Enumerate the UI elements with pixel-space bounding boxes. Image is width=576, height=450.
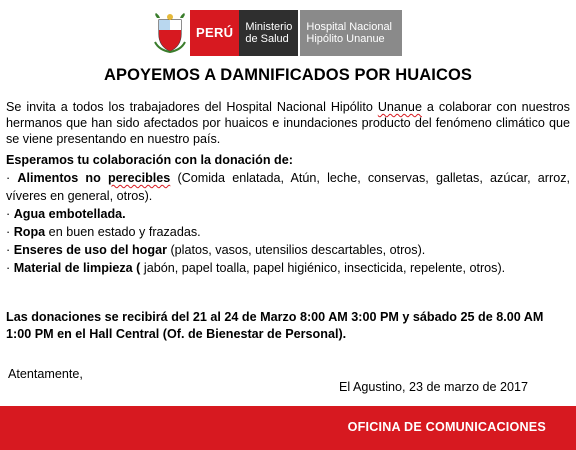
list-item-bold: Material de limpieza (	[13, 261, 141, 275]
hospital-label	[300, 10, 402, 56]
donation-list	[6, 151, 570, 277]
list-item-bold: Ropa	[13, 225, 46, 239]
footer-office-label: OFICINA DE COMUNICACIONES	[347, 420, 546, 434]
list-item-bold: Agua embotellada.	[13, 207, 126, 221]
closing-salutation: Atentamente,	[8, 367, 83, 381]
hospital-line-1: Hospital Nacional	[306, 21, 393, 33]
intro-flagged-word: Unanue	[377, 100, 422, 114]
intro-text-before: Se invita a todos los trabajadores del Hospital Nacional Hipólito	[6, 100, 378, 114]
date-line: El Agustino, 23 de marzo de 2017	[339, 380, 529, 394]
bullet: ·	[6, 261, 11, 275]
institutional-logo-bar	[150, 10, 402, 56]
list-item	[6, 259, 570, 277]
intro-text-after: a colaborar con nuestros hermanos que han sido afectados por huaicos e inundaciones producto del fenómeno climático que se viene presentando en nuestro país.	[6, 100, 570, 146]
list-item	[6, 241, 570, 259]
ministry-line-1: Ministerio	[245, 21, 293, 33]
bullet: ·	[6, 225, 11, 239]
ministry-label	[239, 10, 298, 56]
list-item-bold: Alimentos no	[17, 171, 108, 185]
bullet: ·	[6, 243, 11, 257]
bullet: ·	[6, 171, 11, 185]
country-label: PERÚ	[190, 10, 239, 56]
list-item	[6, 169, 570, 205]
page-title: APOYEMOS A DAMNIFICADOS POR HUAICOS	[103, 66, 473, 84]
donation-heading: Esperamos tu colaboración con la donación de:	[6, 153, 293, 167]
list-item-flagged: perecibles	[107, 171, 171, 185]
schedule-paragraph: Las donaciones se recibirá del 21 al 24 de Marzo 8:00 AM 3:00 PM y sábado 25 de 8.00 AM 1:00 PM en el Hall Central (Of. de Bienestar de Personal).	[6, 310, 544, 341]
list-item-detail: (platos, vasos, utensilios descartables, otros).	[166, 243, 426, 257]
list-item-detail: (Comida enlatada, Atún, leche, conservas, galletas, azúcar, arroz, víveres en general, otros).	[6, 171, 570, 203]
footer-bar	[0, 406, 576, 450]
hospital-line-2: Hipólito Unanue	[306, 33, 385, 45]
list-item-detail: jabón, papel toalla, papel higiénico, insecticida, repelente, otros).	[140, 261, 506, 275]
intro-paragraph	[6, 99, 570, 147]
coat-of-arms-icon	[150, 10, 190, 56]
list-item-bold: Enseres de uso del hogar	[13, 243, 167, 257]
bullet: ·	[6, 207, 11, 221]
list-item	[6, 205, 570, 223]
list-item-detail: en buen estado y frazadas.	[45, 225, 201, 239]
ministry-line-2: de Salud	[245, 33, 289, 45]
list-item	[6, 223, 570, 241]
